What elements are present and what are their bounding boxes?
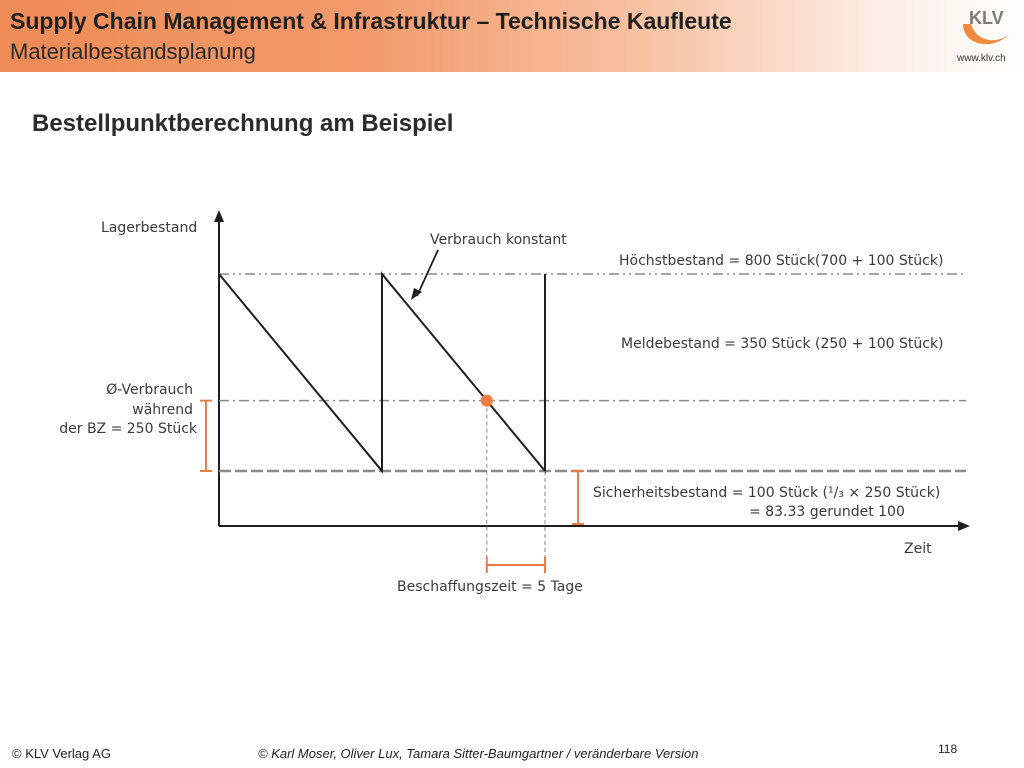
annotation-meldebestand: Meldebestand = 350 Stück (250 + 100 Stück) xyxy=(621,336,944,352)
header-subtitle: Materialbestandsplanung xyxy=(10,39,256,64)
section-title: Bestellpunktberechnung am Beispiel xyxy=(32,110,454,137)
x-axis-label: Zeit xyxy=(904,541,932,557)
logo-text: KLV xyxy=(969,8,1004,28)
footer-copyright-publisher: © KLV Verlag AG xyxy=(12,746,111,761)
annotation-verbrauch-bz-1: Ø-Verbrauch xyxy=(106,382,193,398)
annotation-verbrauch-bz-2: während xyxy=(132,402,193,418)
series-line-lagerbestand xyxy=(219,274,545,471)
reorder-point-marker xyxy=(481,395,493,407)
annotation-verbrauch-konstant: Verbrauch konstant xyxy=(430,232,567,248)
annotation-verbrauch-bz-3: der BZ = 250 Stück xyxy=(59,421,197,437)
x-axis-arrow-icon xyxy=(958,521,970,531)
logo-url: www.klv.ch xyxy=(957,53,1006,64)
y-axis-arrow-icon xyxy=(214,210,224,222)
annotation-sicherheitsbestand-1: Sicherheitsbestand = 100 Stück (¹/₃ × 250 Stück) xyxy=(593,485,941,501)
annotation-sicherheitsbestand-2: = 83.33 gerundet 100 xyxy=(749,504,905,520)
footer-copyright-authors: © Karl Moser, Oliver Lux, Tamara Sitter-Baumgartner / veränderbare Version xyxy=(258,746,699,761)
header-title: Supply Chain Management & Infrastruktur – Technische Kaufleute xyxy=(10,8,732,34)
verbrauch-pointer xyxy=(417,250,438,296)
annotation-hoechstbestand: Höchstbestand = 800 Stück(700 + 100 Stück) xyxy=(619,253,944,269)
y-axis-label: Lagerbestand xyxy=(101,220,198,236)
annotation-beschaffungszeit: Beschaffungszeit = 5 Tage xyxy=(397,579,583,595)
page-number: 118 xyxy=(938,742,958,756)
